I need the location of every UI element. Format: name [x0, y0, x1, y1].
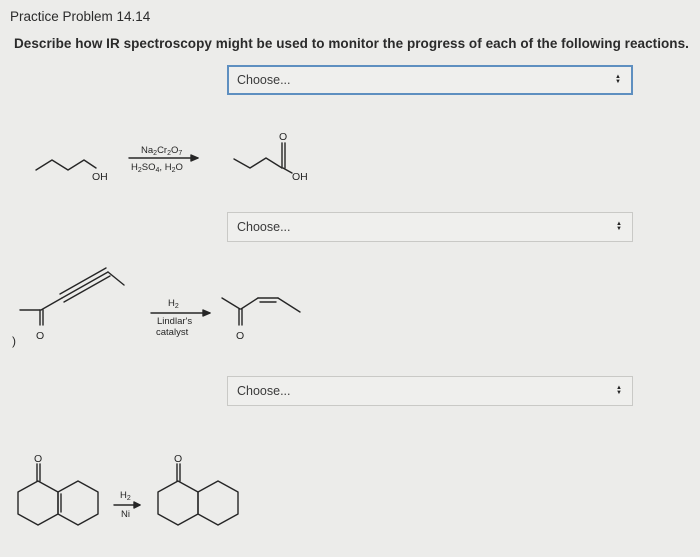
select-arrows-icon: ▲ ▼: [616, 385, 622, 396]
arrowhead-2: [203, 310, 210, 316]
reagent-3-bottom: Ni: [121, 509, 130, 520]
product-3-carbonyl-o: O: [174, 453, 183, 465]
reaction-2: [12, 268, 300, 348]
reagent-2-line3: catalyst: [156, 327, 189, 338]
reactant-3-ring-left: [18, 481, 58, 525]
question-text: Describe how IR spectroscopy might be used to monitor the progress of each of the following reactions.: [14, 36, 689, 51]
arrowhead-3: [134, 502, 140, 508]
select-value: Choose...: [237, 73, 291, 87]
select-value: Choose...: [237, 220, 291, 234]
reagent-2-top: $H_2$: [168, 298, 179, 310]
product-3-ring-left: [158, 481, 198, 525]
select-value: Choose...: [237, 384, 291, 398]
reaction-3: [18, 453, 238, 525]
product-1-oh-label: OH: [292, 171, 308, 183]
arrowhead-1: [191, 155, 198, 161]
product-1-carbonyl-o: O: [279, 131, 288, 143]
reactant-3-ring-right: [58, 481, 98, 525]
product-3-ring-right: [198, 481, 238, 525]
reagent-1-bottom: $H_2SO_4$, $H_2O$: [131, 162, 183, 174]
margin-mark: ): [12, 334, 16, 348]
select-arrows-icon: ▲ ▼: [615, 74, 621, 85]
product-2-carbonyl-o: O: [236, 330, 245, 342]
reactant-3-carbonyl-o: O: [34, 453, 43, 465]
reaction-1: [36, 131, 308, 183]
product-1-skeleton: [234, 158, 282, 168]
reactant-2-carbonyl-o: O: [36, 330, 45, 342]
select-arrows-icon: ▲ ▼: [616, 221, 622, 232]
reactant-1-oh-label: OH: [92, 171, 108, 183]
reactant-1-skeleton: [36, 160, 96, 170]
reagent-3-top: $H_2$: [120, 490, 131, 502]
reagent-1-top: $Na_2Cr_2O_7$: [141, 145, 183, 157]
reagent-2-line2: Lindlar's: [157, 316, 193, 327]
problem-title: Practice Problem 14.14: [10, 9, 151, 24]
